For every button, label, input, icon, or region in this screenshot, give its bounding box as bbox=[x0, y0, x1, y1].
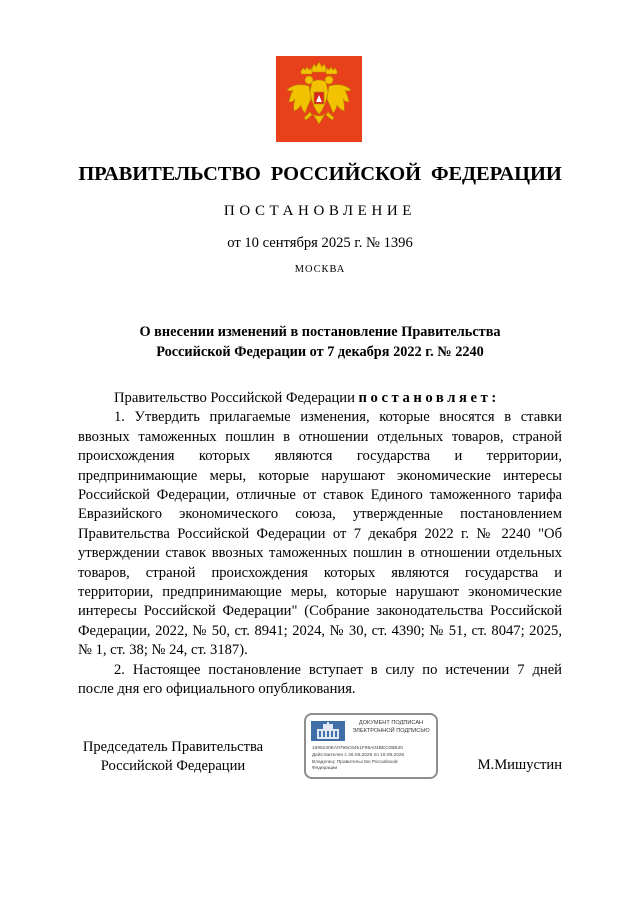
item-1-paragraph: 1. Утвердить прилагаемые изменения, которые вносятся в ставки ввозных таможенных пошлин в отношении отдельных товаров, страной происхождения которых являются государства и территории, предпринимающие меры, которые нарушают экономические интересы Российской Федерации, отличные от ставок Единого таможенного тарифа Евразийского экономического союза, утвержденные постановлением Правительства Российской Федерации от 7 декабря 2022 г. № 2240 "Об утверждении ставок ввозных таможенных пошлин в отношении отдельных товаров, страной происхождения которых являются государства и территории, предпринимающие меры, которые нарушают экономические интересы Российской Федерации" (Собрание законодательства Российской Федерации, 2022, № 50, ст. 8941; 2024, № 30, ст. 4390; № 51, ст. 8047; 2025, № 1, ст. 38; № 24, ст. 3187). bbox=[78, 409, 562, 659]
russian-coat-of-arms-icon bbox=[276, 56, 362, 142]
government-building-icon bbox=[311, 721, 345, 741]
electronic-signature-stamp bbox=[304, 713, 438, 779]
intro-action: постановляет: bbox=[358, 390, 500, 406]
city: МОСКВА bbox=[294, 264, 346, 275]
stamp-title-line-2: ЭЛЕКТРОННОЙ ПОДПИСЬЮ bbox=[352, 727, 430, 734]
decree-body bbox=[78, 389, 562, 700]
stamp-validity: Действителен с 26.06.2025 по 19.09.2026 bbox=[312, 753, 405, 758]
stamp-certificate: 1696240EA0795C6451F98A04BEC0BB40 bbox=[312, 746, 403, 751]
position-line-2: Российской Федерации bbox=[100, 758, 246, 775]
stamp-owner-line-1: Владелец: Правительство Российской bbox=[312, 760, 398, 765]
government-title: ПРАВИТЕЛЬСТВО РОССИЙСКОЙ ФЕДЕРАЦИИ bbox=[78, 163, 562, 185]
signatory-position bbox=[78, 738, 268, 777]
position-line-1: Председатель Правительства bbox=[82, 739, 264, 755]
stamp-title bbox=[348, 720, 434, 735]
intro-prefix: Правительство Российской Федерации bbox=[114, 390, 359, 406]
document-type: ПОСТАНОВЛЕНИЕ bbox=[223, 203, 417, 219]
subject-line-1: О внесении изменений в постановление Правительства bbox=[139, 324, 501, 340]
decree-subject bbox=[100, 322, 540, 362]
item-2-paragraph: 2. Настоящее постановление вступает в силу по истечении 7 дней после дня его официального опубликования. bbox=[78, 661, 562, 698]
stamp-owner-line-2: Федерации bbox=[312, 766, 338, 771]
signatory-name: М.Мишустин bbox=[477, 757, 562, 773]
intro-paragraph bbox=[78, 389, 562, 408]
decree-date-number: от 10 сентября 2025 г. № 1396 bbox=[227, 235, 413, 251]
stamp-title-line-1: ДОКУМЕНТ ПОДПИСАН bbox=[358, 720, 424, 726]
coat-of-arms-emblem bbox=[276, 56, 362, 142]
subject-line-2: Российской Федерации от 7 декабря 2022 г. № 2240 bbox=[156, 344, 484, 360]
